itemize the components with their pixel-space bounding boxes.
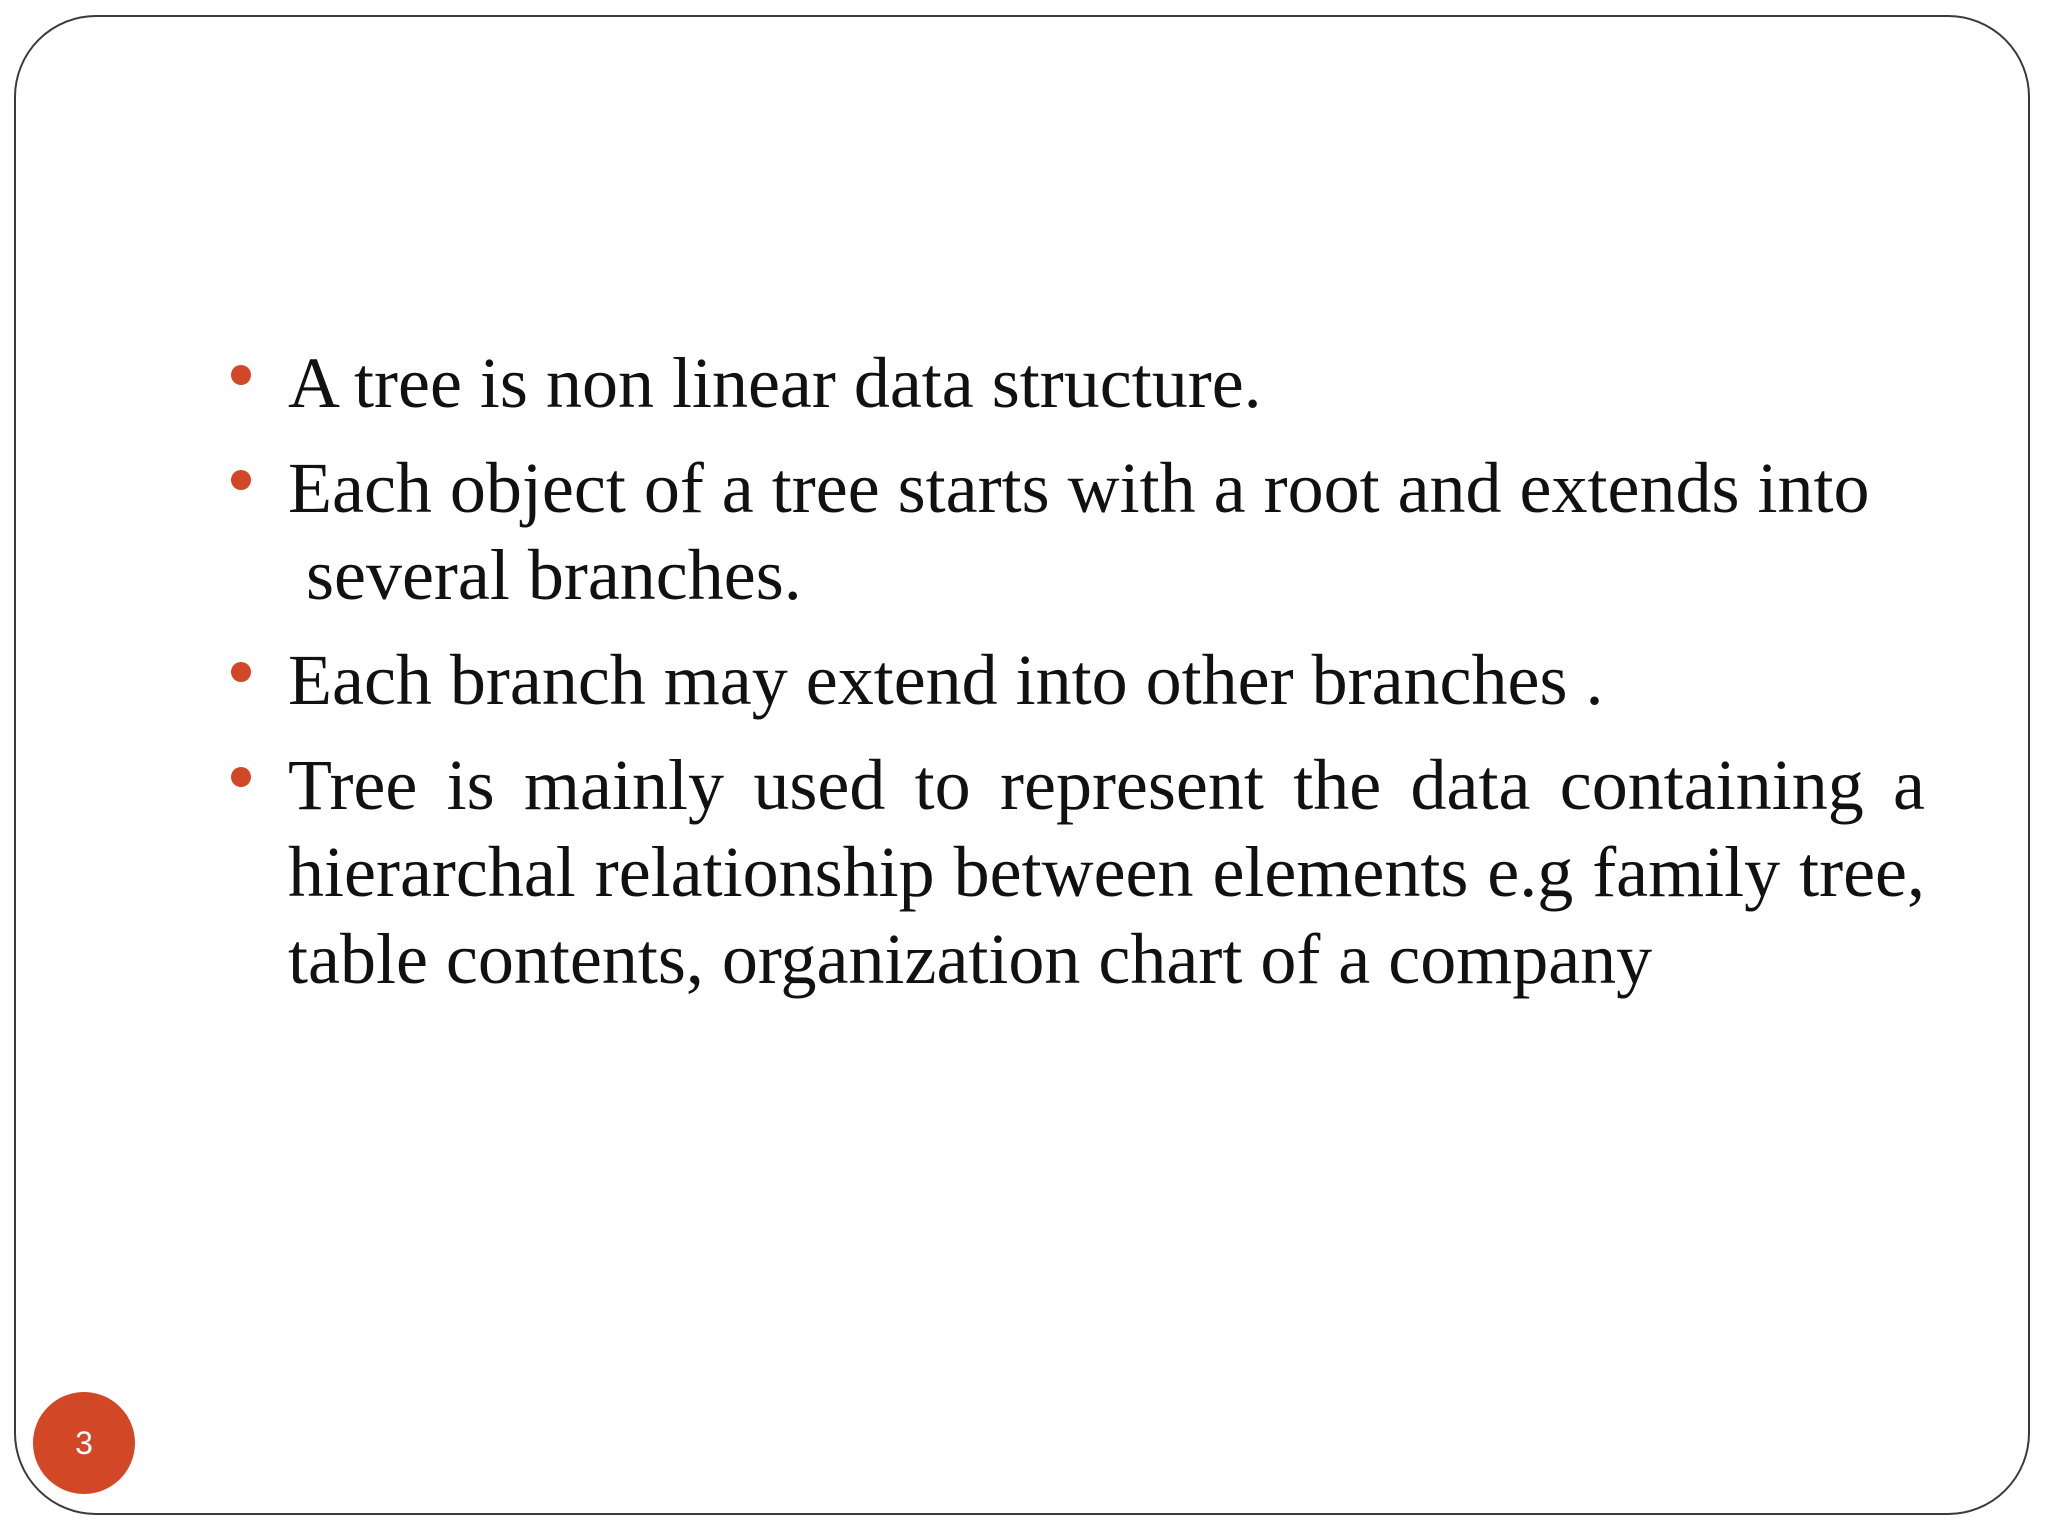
bullet-dot-icon bbox=[231, 662, 251, 682]
bullet-list bbox=[230, 340, 1925, 1021]
bullet-item bbox=[230, 445, 1925, 619]
bullet-text: A tree is non linear data structure. bbox=[288, 343, 1262, 423]
bullet-item bbox=[230, 637, 1925, 724]
bullet-text: Each branch may extend into other branches . bbox=[288, 640, 1604, 720]
bullet-text: Each object of a tree starts with a root and extends into bbox=[288, 448, 1870, 528]
bullet-dot-icon bbox=[231, 365, 251, 385]
page-number-badge: 3 bbox=[33, 1392, 135, 1494]
bullet-dot-icon bbox=[231, 470, 251, 490]
bullet-item bbox=[230, 742, 1925, 1003]
bullet-continuation-text: several branches. bbox=[306, 535, 802, 615]
bullet-item bbox=[230, 340, 1925, 427]
bullet-text: Tree is mainly used to represent the data containing a hierarchal relationship between elements e.g family tree, table contents, organization chart of a company bbox=[288, 745, 1925, 999]
bullet-dot-icon bbox=[231, 767, 251, 787]
